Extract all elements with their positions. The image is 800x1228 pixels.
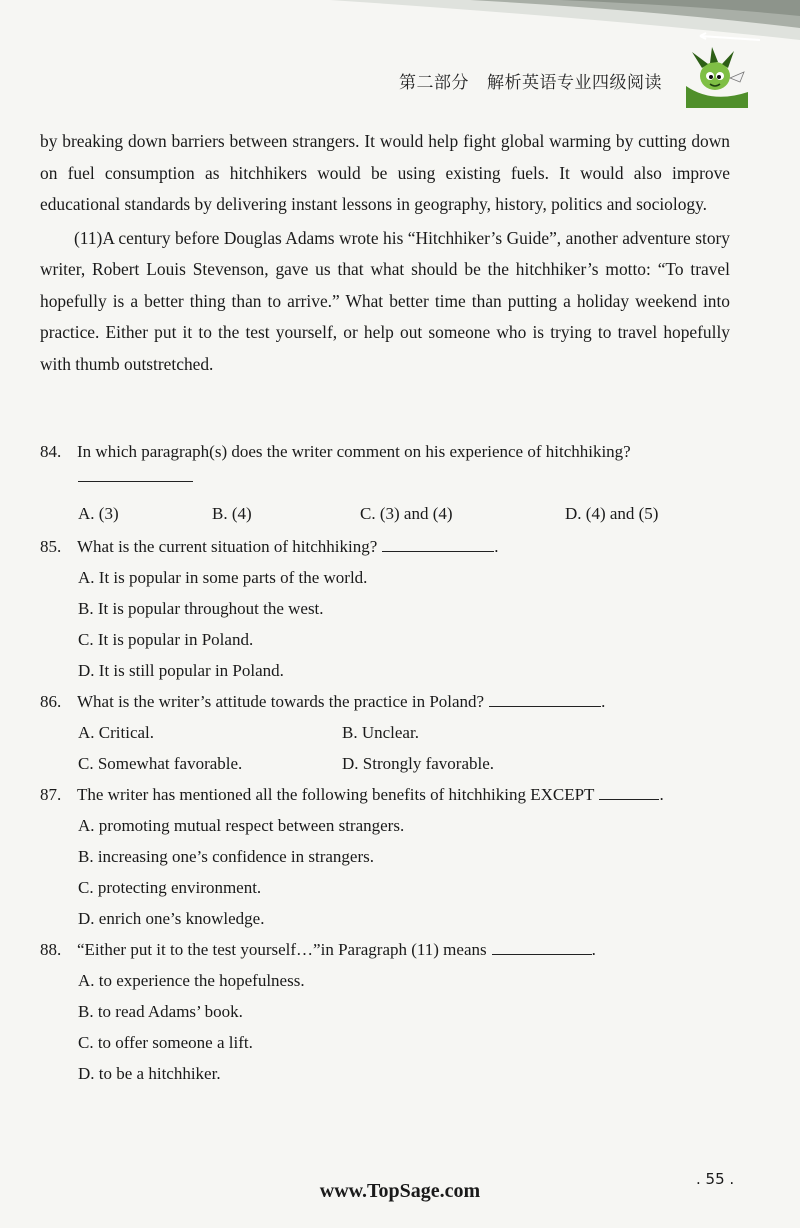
- header-section: 第二部分: [399, 73, 469, 93]
- question-86: [40, 686, 740, 779]
- question-stem: 86. What is the writer’s attitude towards the practice in Poland? .: [40, 692, 606, 711]
- passage-continuation: by breaking down barriers between strangers. It would help fight global warming by cutting down on fuel consumption as hitchhikers would be using existing fuels. It would also improve educational standards by delivering instant lessons in geography, history, politics and sociology.: [40, 131, 730, 214]
- option-b: B. Unclear.: [342, 723, 419, 742]
- option-b: B. It is popular throughout the west.: [78, 599, 324, 618]
- header-band: [0, 0, 800, 110]
- website-footer: www.TopSage.com: [319, 1180, 481, 1202]
- option-c: C. (3) and (4): [360, 504, 453, 523]
- paragraph-11: (11)A century before Douglas Adams wrote his “Hitchhiker’s Guide”, another adventure story writer, Robert Louis Stevenson, gave us that what should be the hitchhiker’s motto: “To travel hopefully is a better thing than to arrive.” What better time than putting a holiday weekend into practice. Either put it to the test yourself, or help out someone who is trying to travel hopefully with thumb outstretched.: [40, 227, 730, 374]
- option-d: D. Strongly favorable.: [342, 754, 495, 773]
- option-b: B. increasing one’s confidence in strangers.: [78, 847, 374, 866]
- running-header: [399, 68, 662, 93]
- answer-blank: [40, 467, 740, 498]
- question-85: [40, 531, 740, 686]
- option-c: C. to offer someone a lift.: [78, 1033, 253, 1052]
- question-84: [40, 436, 740, 529]
- question-stem: 87. The writer has mentioned all the following benefits of hitchhiking EXCEPT .: [40, 785, 664, 804]
- option-c: C. protecting environment.: [78, 878, 262, 897]
- question-stem: 88. “Either put it to the test yourself…”in Paragraph (11) means .: [40, 940, 596, 959]
- question-87: [40, 779, 740, 934]
- options-row: [40, 748, 740, 779]
- option-a: A. It is popular in some parts of the world.: [78, 568, 368, 587]
- question-stem: 85. What is the current situation of hitchhiking? .: [40, 537, 499, 556]
- passage: [40, 126, 730, 380]
- question-stem: 84. In which paragraph(s) does the writer comment on his experience of hitchhiking?: [40, 442, 631, 461]
- option-c: C. It is popular in Poland.: [78, 630, 254, 649]
- option-a: A. (3): [78, 504, 119, 523]
- option-b: B. to read Adams’ book.: [78, 1002, 243, 1021]
- options-row: [40, 717, 740, 748]
- option-a: A. to experience the hopefulness.: [78, 971, 305, 990]
- mascot-icon: [682, 46, 752, 108]
- option-a: A. promoting mutual respect between strangers.: [78, 816, 405, 835]
- page-number: . 55 .: [696, 1170, 735, 1188]
- question-88: [40, 934, 740, 1089]
- option-d: D. enrich one’s knowledge.: [78, 909, 265, 928]
- options-row: [40, 498, 740, 529]
- option-d: D. (4) and (5): [565, 504, 659, 523]
- header-subtitle: 解析英语专业四级阅读: [487, 73, 662, 93]
- option-a: A. Critical.: [78, 723, 155, 742]
- option-b: B. (4): [212, 504, 252, 523]
- option-d: D. It is still popular in Poland.: [78, 661, 284, 680]
- option-c: C. Somewhat favorable.: [78, 754, 243, 773]
- option-d: D. to be a hitchhiker.: [78, 1064, 221, 1083]
